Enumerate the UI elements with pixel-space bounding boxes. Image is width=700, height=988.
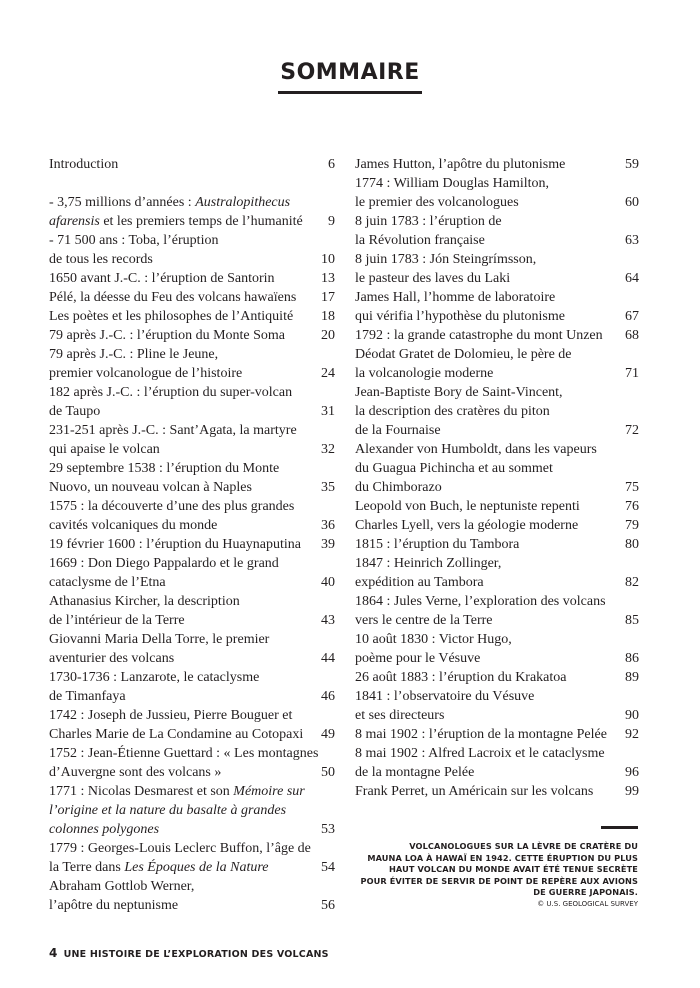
toc-entry-text: la description des cratères du piton	[355, 404, 550, 419]
toc-entry[interactable]	[355, 535, 639, 554]
toc-entry[interactable]	[49, 421, 335, 459]
toc-page-number: 92	[625, 727, 639, 742]
toc-left-column	[49, 155, 335, 915]
toc-page-number: 18	[321, 309, 335, 324]
toc-entry-text: de Timanfaya	[49, 689, 126, 704]
toc-page-number: 39	[321, 537, 335, 552]
toc-entry-text: 79 après J.-C. : l’éruption du Monte Soma	[49, 328, 286, 343]
toc-entry[interactable]	[49, 345, 335, 383]
toc-entry-text: 10 août 1830 : Victor Hugo,	[355, 632, 512, 647]
toc-page-number: 40	[321, 575, 335, 590]
toc-entry[interactable]	[49, 782, 335, 839]
toc-entry-text: 1742 : Joseph de Jussieu, Pierre Bouguer et	[49, 708, 293, 723]
toc-entry[interactable]	[49, 630, 335, 668]
toc-entry-text: 8 mai 1902 : l’éruption de la montagne Pelée	[355, 727, 607, 742]
toc-entry-text: Leopold von Buch, le neptuniste repenti	[355, 499, 580, 514]
toc-page-number: 49	[321, 727, 335, 742]
toc-entry-text: 1669 : Don Diego Pappalardo et le grand	[49, 556, 279, 571]
toc-entry[interactable]	[355, 383, 639, 440]
page-title: SOMMAIRE	[278, 60, 422, 94]
toc-entry-text: la volcanologie moderne	[355, 366, 494, 381]
toc-entry-text: cataclysme de l’Etna	[49, 575, 166, 590]
toc-page-number: 10	[321, 252, 335, 267]
toc-page-number: 72	[625, 423, 639, 438]
toc-page-number: 50	[321, 765, 335, 780]
toc-entry-text: 1575 : la découverte d’une des plus grandes	[49, 499, 295, 514]
toc-entry-text: James Hutton, l’apôtre du plutonisme	[355, 157, 566, 172]
toc-entry-text: premier volcanologue de l’histoire	[49, 366, 243, 381]
toc-entry[interactable]	[49, 668, 335, 706]
running-title: UNE HISTOIRE DE L’EXPLORATION DES VOLCANS	[63, 949, 329, 960]
toc-entry-text: Frank Perret, un Américain sur les volcans	[355, 784, 594, 799]
title-wrapper	[0, 60, 700, 94]
caption-line: POUR ÉVITER DE SERVIR DE POINT DE REPÈRE AUX AVIONS	[360, 875, 638, 886]
toc-entry[interactable]	[49, 839, 335, 877]
toc-entry[interactable]	[49, 269, 335, 288]
toc-entry-text: 1771 : Nicolas Desmarest et son Mémoire sur	[49, 784, 305, 799]
toc-entry[interactable]	[355, 725, 639, 744]
toc-page-number: 71	[625, 366, 639, 381]
toc-entry-text: vers le centre de la Terre	[355, 613, 493, 628]
toc-page-number: 24	[321, 366, 335, 381]
toc-entry-text: Alexander von Humboldt, dans les vapeurs	[355, 442, 597, 457]
toc-entry-text: du Chimborazo	[355, 480, 442, 495]
toc-entry-text: Athanasius Kircher, la description	[49, 594, 240, 609]
toc-entry-text: 1792 : la grande catastrophe du mont Unzen	[355, 328, 603, 343]
toc-entry[interactable]	[355, 250, 639, 288]
toc-entry[interactable]	[355, 592, 639, 630]
toc-entry-text: 1774 : William Douglas Hamilton,	[355, 176, 549, 191]
toc-entry-text: 1650 avant J.-C. : l’éruption de Santorin	[49, 271, 275, 286]
toc-page-number: 56	[321, 898, 335, 913]
toc-page-number: 13	[321, 271, 335, 286]
toc-entry-text: cavités volcaniques du monde	[49, 518, 218, 533]
toc-entry[interactable]	[49, 497, 335, 535]
toc-page-number: 68	[625, 328, 639, 343]
toc-entry-text: qui vérifia l’hypothèse du plutonisme	[355, 309, 565, 324]
toc-page-number: 31	[321, 404, 335, 419]
toc-page-number: 89	[625, 670, 639, 685]
toc-page-number: 96	[625, 765, 639, 780]
toc-page-number: 54	[321, 860, 335, 875]
toc-entry[interactable]	[49, 459, 335, 497]
toc-entry-text: Giovanni Maria Della Torre, le premier	[49, 632, 270, 647]
toc-entry[interactable]	[355, 630, 639, 668]
toc-entry[interactable]	[49, 383, 335, 421]
toc-entry-text: - 3,75 millions d’années : Australopithecus	[49, 195, 291, 210]
toc-entry-text: 8 juin 1783 : Jón Steingrímsson,	[355, 252, 537, 267]
toc-entry-text: Introduction	[49, 157, 119, 172]
toc-entry[interactable]	[355, 668, 639, 687]
toc-entry-text: 1730-1736 : Lanzarote, le cataclysme	[49, 670, 260, 685]
toc-entry-text: et ses directeurs	[355, 708, 445, 723]
toc-entry[interactable]	[49, 326, 335, 345]
toc-entry-text: poème pour le Vésuve	[355, 651, 481, 666]
caption-line: VOLCANOLOGUES SUR LA LÈVRE DE CRATÈRE DU	[409, 841, 638, 851]
toc-entry-text: Pélé, la déesse du Feu des volcans hawaïens	[49, 290, 297, 305]
toc-page-number: 6	[328, 157, 335, 172]
toc-page-number: 99	[625, 784, 639, 799]
toc-page-number: 43	[321, 613, 335, 628]
toc-entry-text: 19 février 1600 : l’éruption du Huaynaputina	[49, 537, 301, 552]
toc-entry-text: Déodat Gratet de Dolomieu, le père de	[355, 347, 572, 362]
toc-entry-text: 1847 : Heinrich Zollinger,	[355, 556, 502, 571]
toc-entry[interactable]	[49, 288, 335, 307]
toc-entry-text: du Guagua Pichincha et au sommet	[355, 461, 553, 476]
toc-page-number: 79	[625, 518, 639, 533]
toc-entry-text: 1815 : l’éruption du Tambora	[355, 537, 520, 552]
toc-entry-text: de la Fournaise	[355, 423, 441, 438]
toc-entry-text: de la montagne Pelée	[355, 765, 475, 780]
toc-page-number: 9	[328, 214, 335, 229]
toc-entry[interactable]	[355, 744, 639, 782]
caption-line: HAUT VOLCAN DU MONDE AVAIT ÉTÉ TENUE SECRÈTE	[388, 864, 638, 874]
caption-line: MAUNA LOA À HAWAÏ EN 1942. CETTE ÉRUPTION DU PLUS	[367, 852, 638, 863]
toc-entry-text: Charles Marie de La Condamine au Cotopaxi	[49, 727, 304, 742]
toc-page-number: 67	[625, 309, 639, 324]
toc-entry-text: Charles Lyell, vers la géologie moderne	[355, 518, 579, 533]
toc-entry-text: 182 après J.-C. : l’éruption du super-volcan	[49, 385, 293, 400]
toc-entry-text: la Terre dans Les Époques de la Nature	[49, 860, 269, 875]
toc-entry-text: de tous les records	[49, 252, 153, 267]
toc-entry[interactable]	[355, 155, 639, 174]
toc-entry-text: d’Auvergne sont des volcans »	[49, 765, 222, 780]
toc-entry-text: l’origine et la nature du basalte à grandes	[49, 803, 287, 818]
toc-entry[interactable]	[355, 687, 639, 725]
toc-entry[interactable]	[49, 592, 335, 630]
toc-page-number: 82	[625, 575, 639, 590]
toc-entry-text: le pasteur des laves du Laki	[355, 271, 511, 286]
toc-right-column	[355, 155, 639, 801]
photo-credit: © U.S. GEOLOGICAL SURVEY	[537, 900, 638, 908]
photo-caption	[360, 841, 638, 899]
toc-entry-text: Abraham Gottlob Werner,	[49, 879, 195, 894]
toc-page-number: 35	[321, 480, 335, 495]
toc-entry[interactable]	[355, 326, 639, 345]
toc-entry[interactable]	[355, 554, 639, 592]
toc-entry[interactable]	[49, 744, 335, 782]
toc-entry-text: aventurier des volcans	[49, 651, 175, 666]
toc-entry[interactable]	[355, 440, 639, 497]
toc-entry[interactable]	[355, 174, 639, 212]
toc-page-number: 44	[321, 651, 335, 666]
toc-entry[interactable]	[49, 155, 335, 174]
toc-page-number: 64	[625, 271, 639, 286]
toc-entry-text: qui apaise le volcan	[49, 442, 160, 457]
toc-entry-text: afarensis et les premiers temps de l’humanité	[49, 214, 303, 229]
toc-page-number: 76	[625, 499, 639, 514]
toc-page-number: 36	[321, 518, 335, 533]
toc-page-number: 20	[321, 328, 335, 343]
toc-entry-text: de Taupo	[49, 404, 101, 419]
toc-entry[interactable]	[49, 877, 335, 915]
toc-entry[interactable]	[49, 307, 335, 326]
toc-entry[interactable]	[355, 345, 639, 383]
toc-page-number: 80	[625, 537, 639, 552]
toc-entry[interactable]	[355, 782, 639, 801]
toc-entry-text: Jean-Baptiste Bory de Saint-Vincent,	[355, 385, 563, 400]
toc-entry[interactable]	[355, 288, 639, 326]
toc-entry-text: la Révolution française	[355, 233, 485, 248]
toc-page-number: 59	[625, 157, 639, 172]
toc-entry-text: 1779 : Georges-Louis Leclerc Buffon, l’âge de	[49, 841, 311, 856]
toc-entry-text: 1752 : Jean-Étienne Guettard : « Les montagnes	[49, 746, 319, 761]
toc-entry-text: 29 septembre 1538 : l’éruption du Monte	[49, 461, 280, 476]
toc-entry-text: 1841 : l’observatoire du Vésuve	[355, 689, 535, 704]
toc-entry-text: de l’intérieur de la Terre	[49, 613, 185, 628]
toc-entry[interactable]	[49, 231, 335, 269]
page-footer	[49, 946, 329, 960]
toc-page-number: 46	[321, 689, 335, 704]
toc-entry-text: expédition au Tambora	[355, 575, 484, 590]
toc-entry-text: l’apôtre du neptunisme	[49, 898, 179, 913]
toc-entry[interactable]	[355, 212, 639, 250]
toc-page-number: 63	[625, 233, 639, 248]
toc-entry[interactable]	[49, 706, 335, 744]
toc-page-number: 60	[625, 195, 639, 210]
toc-entry-text: 8 juin 1783 : l’éruption de	[355, 214, 502, 229]
toc-page-number: 32	[321, 442, 335, 457]
toc-page-number: 90	[625, 708, 639, 723]
toc-entry-text: 79 après J.-C. : Pline le Jeune,	[49, 347, 219, 362]
toc-entry[interactable]	[49, 535, 335, 554]
toc-entry-text: Les poètes et les philosophes de l’Antiquité	[49, 309, 294, 324]
toc-entry-text: - 71 500 ans : Toba, l’éruption	[49, 233, 219, 248]
toc-page-number: 86	[625, 651, 639, 666]
toc-entry-text: 8 mai 1902 : Alfred Lacroix et le cataclysme	[355, 746, 605, 761]
toc-entry[interactable]	[355, 516, 639, 535]
toc-entry-text: James Hall, l’homme de laboratoire	[355, 290, 556, 305]
toc-page-number: 53	[321, 822, 335, 837]
toc-entry[interactable]	[355, 497, 639, 516]
toc-page-number: 75	[625, 480, 639, 495]
toc-entry-text: colonnes polygones	[49, 822, 160, 837]
toc-page-number: 17	[321, 290, 335, 305]
toc-entry-text: 231-251 après J.-C. : Sant’Agata, la martyre	[49, 423, 297, 438]
toc-entry[interactable]	[49, 554, 335, 592]
toc-entry-text: le premier des volcanologues	[355, 195, 519, 210]
toc-entry-text: 1864 : Jules Verne, l’exploration des volcans	[355, 594, 606, 609]
toc-entry[interactable]	[49, 193, 335, 231]
toc-entry-text: Nuovo, un nouveau volcan à Naples	[49, 480, 252, 495]
toc-entry-text: 26 août 1883 : l’éruption du Krakatoa	[355, 670, 567, 685]
caption-line: DE GUERRE JAPONAIS.	[533, 887, 638, 897]
caption-rule	[601, 826, 638, 829]
toc-page-number: 85	[625, 613, 639, 628]
folio-number: 4	[49, 946, 58, 960]
